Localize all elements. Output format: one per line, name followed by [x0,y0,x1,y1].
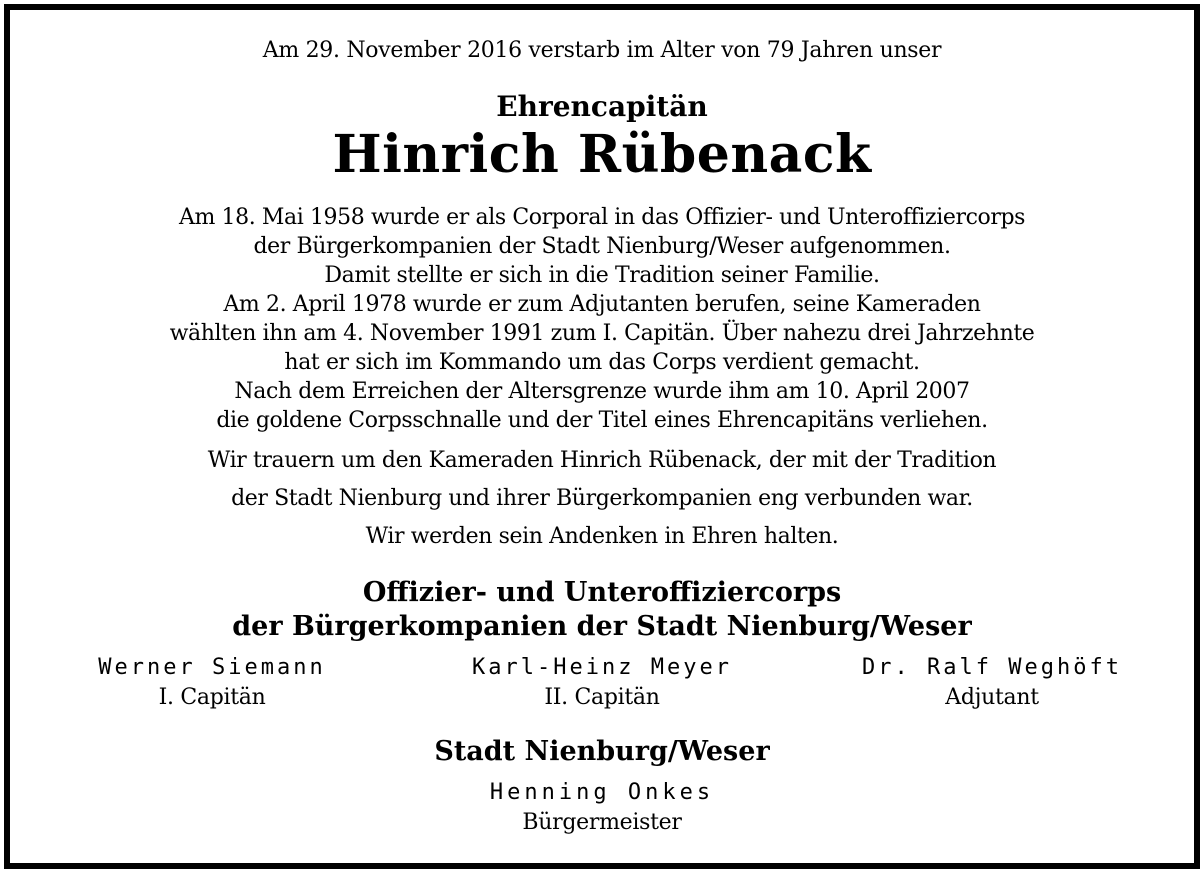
mayor-title: Bürgermeister [522,810,682,835]
signatory [812,653,1172,713]
biography-line: Am 2. April 1978 wurde er zum Adjutanten berufen, seine Kameraden [223,292,981,317]
mourning-line: Wir trauern um den Kameraden Hinrich Rübenack, der mit der Tradition [207,448,997,473]
signatories-row [10,653,1194,723]
signatory-name: Karl-Heinz Meyer [472,655,732,680]
organization-heading [10,576,1194,644]
honorary-rank: Ehrencapitän [496,90,708,123]
biography-line: wählten ihn am 4. November 1991 zum I. Capitän. Über nahezu drei Jahrzehnte [169,321,1035,346]
obituary-notice [10,10,1194,863]
biography-line: der Bürgerkompanien der Stadt Nienburg/Weser aufgenommen. [253,234,951,259]
signatory-name: Werner Siemann [98,655,326,680]
signatory-name: Dr. Ralf Weghöft [862,655,1122,680]
city-heading: Stadt Nienburg/Weser [434,736,770,767]
biography-line: Am 18. Mai 1958 wurde er als Corporal in das Offizier- und Unteroffiziercorps [178,205,1026,230]
signatory-title: I. Capitän [158,685,266,710]
biography-line: Damit stellte er sich in die Tradition seiner Familie. [324,263,880,288]
biography-text [10,203,1194,435]
mayor-name: Henning Onkes [489,780,715,805]
signatory [422,653,782,713]
notice-border [4,4,1200,869]
organization-line: der Bürgerkompanien der Stadt Nienburg/Weser [232,611,972,642]
signatory-title: Adjutant [945,685,1039,710]
biography-line: hat er sich im Kommando um das Corps verdient gemacht. [284,350,920,375]
biography-line: die goldene Corpsschnalle und der Titel eines Ehrencapitäns verliehen. [216,408,988,433]
signatory [32,653,392,713]
signatory-title: II. Capitän [544,685,660,710]
mourning-line: Wir werden sein Andenken in Ehren halten. [365,524,839,549]
organization-line: Offizier- und Unteroffiziercorps [362,577,842,608]
mourning-line: der Stadt Nienburg und ihrer Bürgerkompanien eng verbunden war. [231,486,973,511]
deceased-name: Hinrich Rübenack [332,124,872,185]
intro-line: Am 29. November 2016 verstarb im Alter von 79 Jahren unser [262,38,942,63]
mourning-text [10,442,1194,556]
biography-line: Nach dem Erreichen der Altersgrenze wurde ihm am 10. April 2007 [234,379,970,404]
